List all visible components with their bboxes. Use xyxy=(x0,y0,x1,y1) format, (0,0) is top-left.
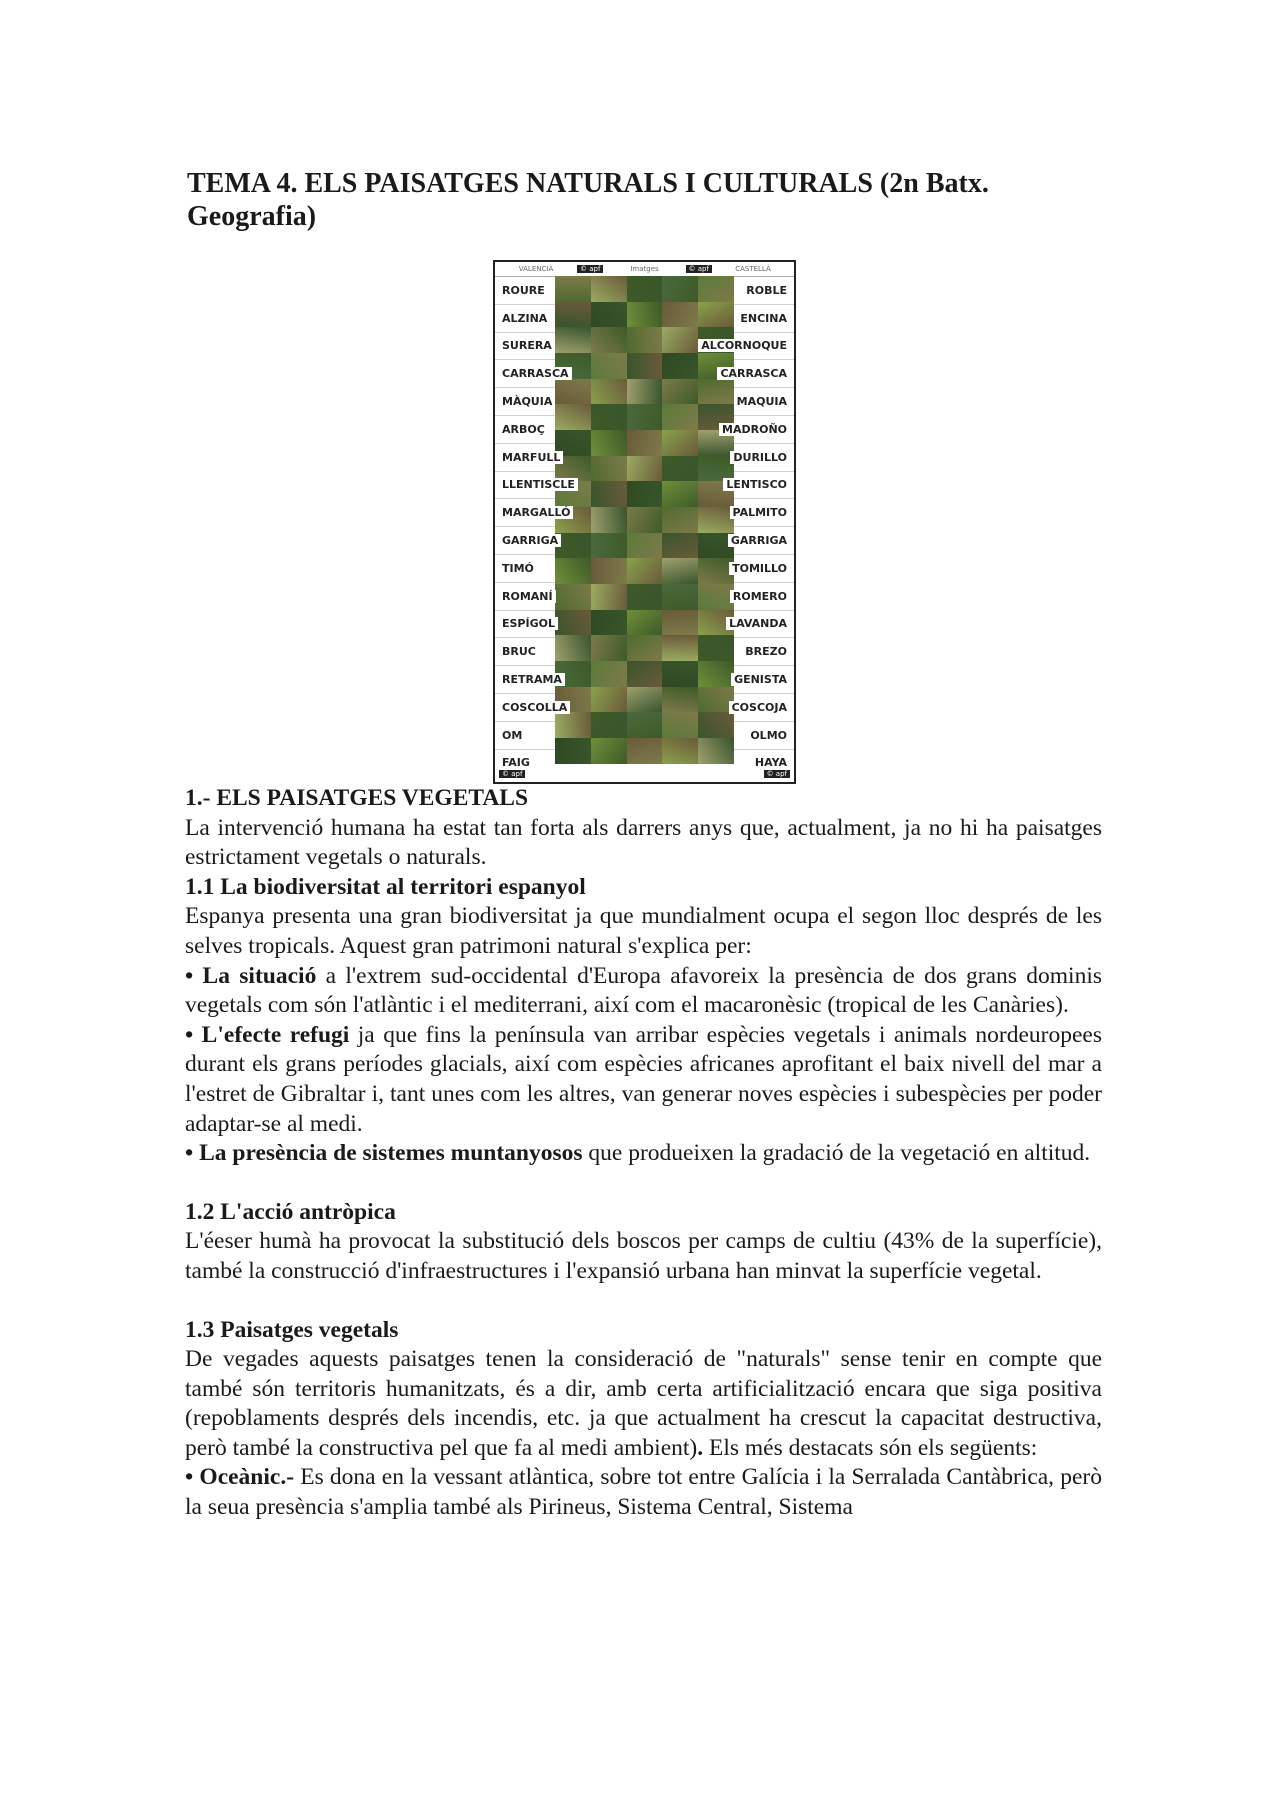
plant-name-spanish: BREZO xyxy=(742,645,790,658)
bullet-text: que produeixen la gradació de la vegetació en altitud. xyxy=(582,1140,1091,1167)
plant-photo xyxy=(698,584,734,610)
plant-photo xyxy=(627,584,663,610)
plant-photo xyxy=(555,404,591,430)
plant-photo xyxy=(627,635,663,661)
plant-photo xyxy=(627,507,663,533)
copyright-badge: © apf xyxy=(764,770,790,778)
plant-name-valencian: ROURE xyxy=(499,284,548,297)
plant-name-valencian: MARGALLÓ xyxy=(499,506,573,519)
plant-photo xyxy=(555,302,591,328)
plant-photo xyxy=(591,533,627,559)
plant-name-spanish: GARRIGA xyxy=(728,534,790,547)
bullet-item xyxy=(185,1021,1102,1139)
bullet-text: ja que fins la península van arribar espècies vegetals i animals nordeuropees durant els grans períodes glacials, així com espècies africanes aprofitant el baix nivell del mar a l'estret de Gibraltar i, tant unes com les altres, van generar noves espècies i subespècies per poder adaptar-se al medi. xyxy=(185,1021,1102,1137)
plant-name-valencian: MARFULL xyxy=(499,451,563,464)
plant-name-valencian: LLENTISCLE xyxy=(499,478,578,491)
plant-name-spanish: GENISTA xyxy=(731,673,790,686)
plant-photo xyxy=(698,379,734,405)
copyright-badge: © apf xyxy=(686,265,712,273)
plant-name-valencian: FAIG xyxy=(499,756,533,769)
document-body xyxy=(185,784,1102,1523)
plant-name-spanish: MADROÑO xyxy=(719,423,790,436)
bullet-item xyxy=(185,1463,1102,1522)
plant-photo xyxy=(591,507,627,533)
plant-photo xyxy=(698,738,734,764)
plant-photo xyxy=(591,610,627,636)
plant-photo xyxy=(662,276,698,302)
plant-photo xyxy=(591,584,627,610)
bullet-lead: • La situació xyxy=(185,962,317,989)
vegetation-figure xyxy=(493,260,796,784)
plant-name-spanish: LENTISCO xyxy=(723,478,790,491)
figure-header xyxy=(495,262,794,277)
section-heading: 1.1 La biodiversitat al territori espanyol xyxy=(185,873,586,900)
copyright-badge: © apf xyxy=(577,265,603,273)
plant-photo xyxy=(627,302,663,328)
paragraph: Espanya presenta una gran biodiversitat ja que mundialment ocupa el segon lloc després de les selves tropicals. Aquest gran patrimoni natural s'explica per: xyxy=(185,903,1102,959)
plant-photo xyxy=(627,533,663,559)
plant-photo xyxy=(555,558,591,584)
plant-photo xyxy=(627,404,663,430)
copyright-badge: © apf xyxy=(499,770,525,778)
plant-photo xyxy=(591,456,627,482)
plant-photo xyxy=(627,456,663,482)
plant-photo xyxy=(627,687,663,713)
paragraph-text: De vegades aquests paisatges tenen la consideració de "naturals" sense tenir en compte que també són territoris humanitzats, és a dir, amb certa artificialització encara que siga positiva (repoblaments després dels incendis, etc. ja que actualment ha crescut la capacitat destructiva, però també la constructiva pel que fa al medi ambient) xyxy=(185,1346,1102,1461)
plant-name-spanish: DURILLO xyxy=(730,451,790,464)
plant-photo xyxy=(662,430,698,456)
plant-photo xyxy=(555,738,591,764)
plant-photo xyxy=(591,379,627,405)
plant-name-valencian: ESPÍGOL xyxy=(499,617,558,630)
plant-photo xyxy=(591,687,627,713)
plant-name-valencian: SURERA xyxy=(499,339,555,352)
bullet-item xyxy=(185,962,1102,1021)
plant-photo xyxy=(591,404,627,430)
plant-name-valencian: BRUC xyxy=(499,645,539,658)
plant-name-valencian: COSCOLLA xyxy=(499,701,570,714)
page-title: TEMA 4. ELS PAISATGES NATURALS I CULTURALS (2n Batx. Geografia) xyxy=(187,168,989,232)
paragraph: La intervenció humana ha estat tan forta als darrers anys que, actualment, ja no hi ha paisatges estrictament vegetals o naturals. xyxy=(185,814,1102,871)
plant-name-spanish: COSCOJA xyxy=(729,701,790,714)
plant-name-valencian: ALZINA xyxy=(499,312,550,325)
plant-photo xyxy=(662,481,698,507)
plant-photo xyxy=(591,738,627,764)
plant-photo xyxy=(627,379,663,405)
plant-photo xyxy=(662,302,698,328)
plant-name-spanish: ROBLE xyxy=(743,284,790,297)
plant-photo xyxy=(591,558,627,584)
plant-name-spanish: ALCORNOQUE xyxy=(698,339,790,352)
plant-photo xyxy=(698,712,734,738)
plant-photo xyxy=(591,430,627,456)
plant-photo xyxy=(662,584,698,610)
plant-photo xyxy=(591,302,627,328)
figure-header-mid: Imatges xyxy=(630,265,659,273)
plant-photo xyxy=(627,481,663,507)
plant-photo xyxy=(662,507,698,533)
plant-photo xyxy=(662,327,698,353)
plant-photo xyxy=(627,712,663,738)
plant-photo xyxy=(662,610,698,636)
paragraph-dot: . xyxy=(697,1434,704,1461)
plant-photo xyxy=(627,558,663,584)
figure-header-left: VALENCIÀ xyxy=(518,265,554,273)
section-heading: 1.2 L'acció antròpica xyxy=(185,1198,396,1225)
plant-photo xyxy=(662,738,698,764)
plant-photo xyxy=(698,661,734,687)
figure-header-right: CASTELLÀ xyxy=(735,265,771,273)
plant-photo xyxy=(698,302,734,328)
plant-name-valencian: MÀQUIA xyxy=(499,395,555,408)
plant-photo xyxy=(555,635,591,661)
plant-name-spanish: CARRASCA xyxy=(717,367,790,380)
plant-photo xyxy=(591,661,627,687)
plant-name-valencian: GARRIGA xyxy=(499,534,561,547)
plant-photo xyxy=(662,533,698,559)
figure-footer xyxy=(495,766,794,782)
plant-name-spanish: ENCINA xyxy=(737,312,790,325)
plant-photo xyxy=(627,610,663,636)
plant-photo xyxy=(591,481,627,507)
plant-name-spanish: OLMO xyxy=(747,729,790,742)
plant-name-spanish: TOMILLO xyxy=(729,562,790,575)
plant-photo xyxy=(627,430,663,456)
plant-photo xyxy=(698,635,734,661)
plant-photo xyxy=(555,276,591,302)
paragraph: L'éeser humà ha provocat la substitució dels boscos per camps de cultiu (43% de la superfície), també la construcció d'infraestructures i l'expansió urbana han minvat la superfície vegetal. xyxy=(185,1228,1102,1284)
plant-name-valencian: OM xyxy=(499,729,525,742)
plant-name-valencian: CARRASCA xyxy=(499,367,572,380)
plant-photo xyxy=(662,404,698,430)
bullet-text: Es dona en la vessant atlàntica, sobre tot entre Galícia i la Serralada Cantàbrica, però la seua presència s'amplia també als Pirineus, Sistema Central, Sistema xyxy=(185,1464,1102,1521)
plant-name-valencian: ROMANÍ xyxy=(499,590,556,603)
plant-photo xyxy=(662,712,698,738)
plant-photo xyxy=(662,379,698,405)
plant-photo xyxy=(555,379,591,405)
plant-photo xyxy=(698,276,734,302)
paragraph-text: Els més destacats són els següents: xyxy=(703,1434,1038,1461)
plant-photo xyxy=(627,327,663,353)
plant-name-valencian: RETRAMA xyxy=(499,673,565,686)
bullet-item xyxy=(185,1139,1102,1169)
plant-photo xyxy=(591,276,627,302)
section-heading: 1.- ELS PAISATGES VEGETALS xyxy=(185,785,529,811)
section-heading: 1.3 Paisatges vegetals xyxy=(185,1316,399,1343)
plant-name-valencian: ARBOÇ xyxy=(499,423,548,436)
plant-photo xyxy=(555,712,591,738)
plant-photo xyxy=(662,456,698,482)
plant-photo xyxy=(591,327,627,353)
plant-photo xyxy=(591,353,627,379)
plant-name-spanish: PALMITO xyxy=(730,506,790,519)
plant-name-spanish: ROMERO xyxy=(730,590,790,603)
plant-photo xyxy=(555,610,591,636)
plant-photo xyxy=(591,635,627,661)
bullet-lead: • L'efecte refugi xyxy=(185,1021,350,1048)
plant-name-valencian: TIMÓ xyxy=(499,562,537,575)
plant-name-spanish: LAVANDA xyxy=(726,617,790,630)
plant-photo xyxy=(662,353,698,379)
plant-photo xyxy=(555,584,591,610)
plant-name-spanish: HAYA xyxy=(752,756,790,769)
plant-photo xyxy=(627,661,663,687)
plant-photo xyxy=(555,327,591,353)
bullet-lead: • Oceànic.- xyxy=(185,1464,295,1491)
plant-name-spanish: MAQUIA xyxy=(734,395,790,408)
paragraph xyxy=(185,1345,1102,1463)
plant-photo xyxy=(662,687,698,713)
plant-photo xyxy=(662,661,698,687)
bullet-text: a l'extrem sud-occidental d'Europa afavoreix la presència de dos grans dominis vegetals com són l'atlàntic i el mediterrani, així com el macaronèsic (tropical de les Canàries). xyxy=(185,962,1102,1019)
plant-photo xyxy=(662,558,698,584)
plant-photo xyxy=(627,276,663,302)
bullet-lead: • La presència de sistemes muntanyosos xyxy=(185,1140,583,1167)
plant-photo xyxy=(627,353,663,379)
plant-photo xyxy=(591,712,627,738)
plant-photo xyxy=(627,738,663,764)
plant-photo xyxy=(662,635,698,661)
